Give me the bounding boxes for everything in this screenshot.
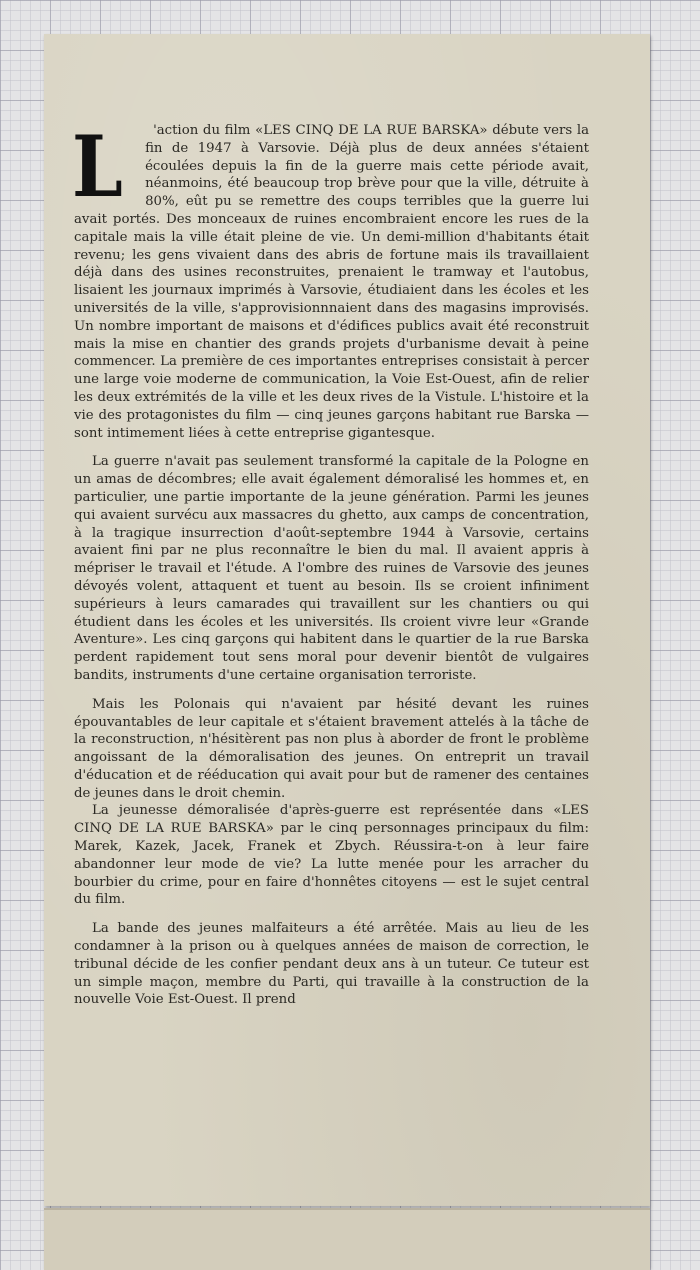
paragraph-1 [72,117,589,442]
next-page-edge [44,1208,650,1270]
paragraph-3: Mais les Polonais qui n'avaient par hésité devant les ruines épouvantables de leur capitale et s'étaient bravement attelés à la tâche de la reconstruction, n'hésitèrent pas non plus à aborder de front le problème angoissant de la démoralisation des jeunes. On entreprit un travail d'éducation et de rééducation qui avait pour but de ramener des centaines de jeunes dans le droit chemin. [74,696,589,801]
article-body [72,117,589,1009]
paragraph-2: La guerre n'avait pas seulement transformé la capitale de la Pologne en un amas de décombres; elle avait également démoralisé les hommes et, en particulier, une partie importante de la jeune génération. Parmi les jeunes qui avaient survécu aux massacres du ghetto, aux camps de concentration, à la tragique insurrection d'août-septembre 1944 à Varsovie, certains avaient fini par ne plus reconnaître le bien du mal. Il avaient appris à mépriser le travail et l'étude. A l'ombre des ruines de Varsovie des jeunes dévoyés volent, attaquent et tuent au besoin. Ils se croient infiniment supérieurs à leurs camarades qui travaillent sur les chantiers ou qui étudient dans les écoles et les universités. Ils croient vivre leur «Grande Aventure». Les cinq garçons qui habitent dans le quartier de la rue Barska perdent rapidement tout sens moral pour devenir bientôt de vulgaires bandits, instruments d'une certaine organisation terroriste. [74,454,589,683]
paragraph-1-text: 'action du film «LES CINQ DE LA RUE BARSKA» débute vers la fin de 1947 à Varsovie. Déjà plus de deux années s'étaient écoulées depuis la fin de la guerre mais cette période avait, néanmoins, été beaucoup trop brève pour que la ville, détruite à 80%, eût pu se remettre des coups terribles que la guerre lui avait portés. Des monceaux de ruines encombraient encore les rues de la capitale mais la ville était pleine de vie. Un demi-million d'habitants était revenu; les gens vivaient dans des abris de fortune mais ils travaillaient déjà dans des usines reconstruites, prenaient le tramway et l'autobus, lisaient les journaux imprimés à Varsovie, étudiaient dans les écoles et les universités de la ville, s'approvisionnnaient dans des magasins improvisés. Un nombre important de maisons et d'édifices publics avait été reconstruit mais la mise en chantier des grands projets d'urbanisme devait à peine commencer. La première de ces importantes entreprises consistait à percer une large voie moderne de communication, la Voie Est-Ouest, afin de relier les deux extrémités de la ville et les deux rives de la Vistule. L'histoire et la vie des protagonistes du film — cinq jeunes garçons habitant rue Barska — sont intimement liées à cette entreprise gigantesque. [74,123,589,441]
paragraph-4: La jeunesse démoralisée d'après-guerre est représentée dans «LES CINQ DE LA RUE BARSKA» par le cinq personnages principaux du film: Marek, Kazek, Jacek, Franek et Zbych. Réussira-t-on à leur faire abandonner leur mode de vie? La lutte menée pour les arracher du bourbier du crime, pour en faire d'honnêtes citoyens — est le sujet central du film. [74,803,589,908]
paragraph-5: La bande des jeunes malfaiteurs a été arrêtée. Mais au lieu de les condamner à la prison ou à quelques années de maison de correction, le tribunal décide de les confier pendant deux ans à un tuteur. Ce tuteur est un simple maçon, membre du Parti, qui travaille à la construction de la nouvelle Voie Est-Ouest. Il prend [74,921,589,1008]
drop-cap: L [72,117,123,216]
